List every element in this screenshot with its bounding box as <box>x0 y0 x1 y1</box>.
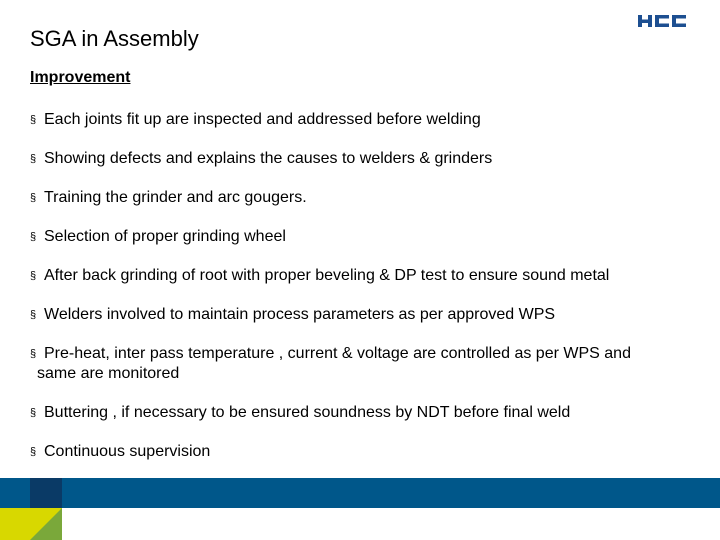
bullet-text: Continuous supervision <box>44 443 211 460</box>
bullet-item <box>30 227 690 247</box>
hcc-logo <box>638 13 686 29</box>
bullet-text: After back grinding of root with proper beveling & DP test to ensure sound metal <box>44 267 610 284</box>
bullet-item <box>30 442 690 462</box>
bullet-marker-icon: § <box>30 231 37 243</box>
bullet-item <box>30 403 690 423</box>
slide-title: SGA in Assembly <box>30 26 199 51</box>
bullet-marker-icon: § <box>30 192 37 204</box>
bullet-marker-icon: § <box>30 407 37 419</box>
bullet-marker-icon: § <box>30 114 37 126</box>
bullet-item <box>30 305 690 325</box>
bullet-text: Welders involved to maintain process parameters as per approved WPS <box>44 306 556 323</box>
bullet-text: Buttering , if necessary to be ensured soundness by NDT before final weld <box>44 404 571 421</box>
bullet-text: Each joints fit up are inspected and addressed before welding <box>44 111 481 128</box>
bullet-marker-icon: § <box>30 348 37 360</box>
footer-corner-graphic <box>0 508 62 540</box>
bullet-marker-icon: § <box>30 309 37 321</box>
bullet-text: Selection of proper grinding wheel <box>44 228 286 245</box>
bullet-item <box>30 149 690 169</box>
bullet-marker-icon: § <box>30 446 37 458</box>
bullet-text: Training the grinder and arc gougers. <box>44 189 307 206</box>
footer-dark-block <box>30 478 62 508</box>
bullet-item <box>30 266 690 286</box>
bullet-text-continuation: same are monitored <box>37 365 180 382</box>
footer-band <box>0 478 720 508</box>
bullet-text: Showing defects and explains the causes to welders & grinders <box>44 150 493 167</box>
bullet-item <box>30 188 690 208</box>
bullet-marker-icon: § <box>30 153 37 165</box>
bullet-item <box>30 344 690 384</box>
improvement-heading: Improvement <box>30 69 131 86</box>
bullet-text: Pre-heat, inter pass temperature , current & voltage are controlled as per WPS and <box>44 345 631 362</box>
bullet-marker-icon: § <box>30 270 37 282</box>
bullet-item <box>30 110 690 130</box>
